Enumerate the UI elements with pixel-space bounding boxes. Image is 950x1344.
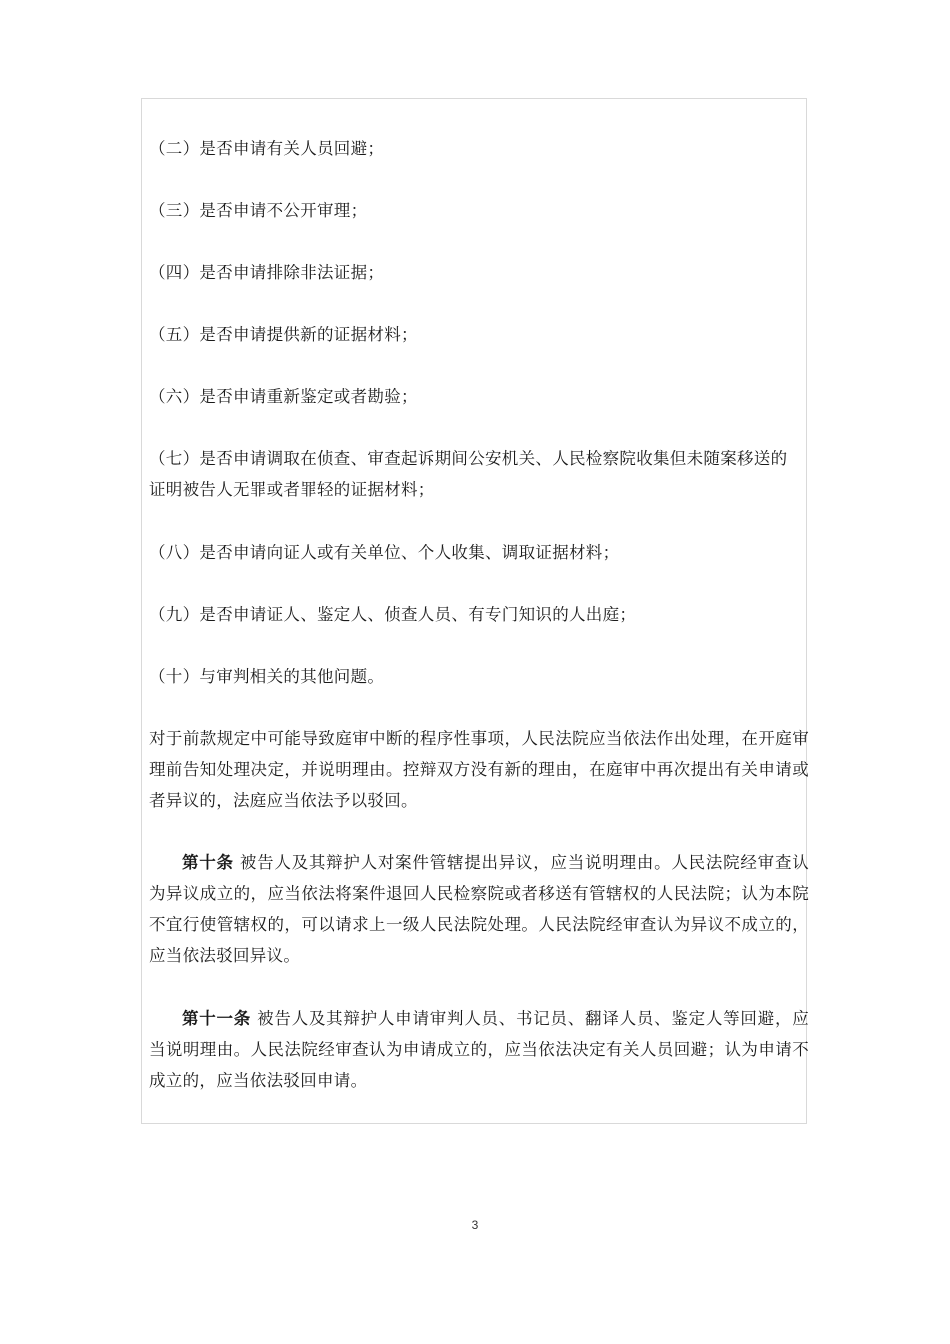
list-item-7: （七）是否申请调取在侦查、审查起诉期间公安机关、人民检察院收集但未随案移送的证明被告人无罪或者罪轻的证据材料；	[149, 449, 788, 499]
list-item-6: （六）是否申请重新鉴定或者勘验；	[149, 387, 418, 406]
list-item-8: （八）是否申请向证人或有关单位、个人收集、调取证据材料；	[149, 543, 620, 562]
article-11	[149, 1003, 809, 1096]
list-item-5: （五）是否申请提供新的证据材料；	[149, 325, 418, 344]
article-10-heading: 第十条	[182, 853, 234, 872]
article-10-body: 被告人及其辩护人对案件管辖提出异议，应当说明理由。人民法院经审查认为异议成立的，应当依法将案件退回人民检察院或者移送有管辖权的人民法院；认为本院不宜行使管辖权的，可以请求上一级人民法院处理。人民法院经审查认为异议不成立的，应当依法驳回异议。	[149, 853, 810, 965]
list-item-3: （三）是否申请不公开审理；	[149, 201, 368, 220]
list-item-9: （九）是否申请证人、鉴定人、侦查人员、有专门知识的人出庭；	[149, 605, 637, 624]
list-item-10: （十）与审判相关的其他问题。	[149, 667, 385, 686]
list-item-2: （二）是否申请有关人员回避；	[149, 139, 385, 158]
article-11-body: 被告人及其辩护人申请审判人员、书记员、翻译人员、鉴定人等回避，应当说明理由。人民法院经审查认为申请成立的，应当依法决定有关人员回避；认为申请不成立的，应当依法驳回申请。	[149, 1009, 810, 1090]
page-number: 3	[471, 1218, 479, 1232]
list-item-4: （四）是否申请排除非法证据；	[149, 263, 385, 282]
article-11-heading: 第十一条	[182, 1009, 252, 1028]
article-10	[149, 847, 809, 971]
procedural-paragraph: 对于前款规定中可能导致庭审中断的程序性事项，人民法院应当依法作出处理，在开庭审理前告知处理决定，并说明理由。控辩双方没有新的理由，在庭审中再次提出有关申请或者异议的，法庭应当依法予以驳回。	[149, 729, 809, 810]
